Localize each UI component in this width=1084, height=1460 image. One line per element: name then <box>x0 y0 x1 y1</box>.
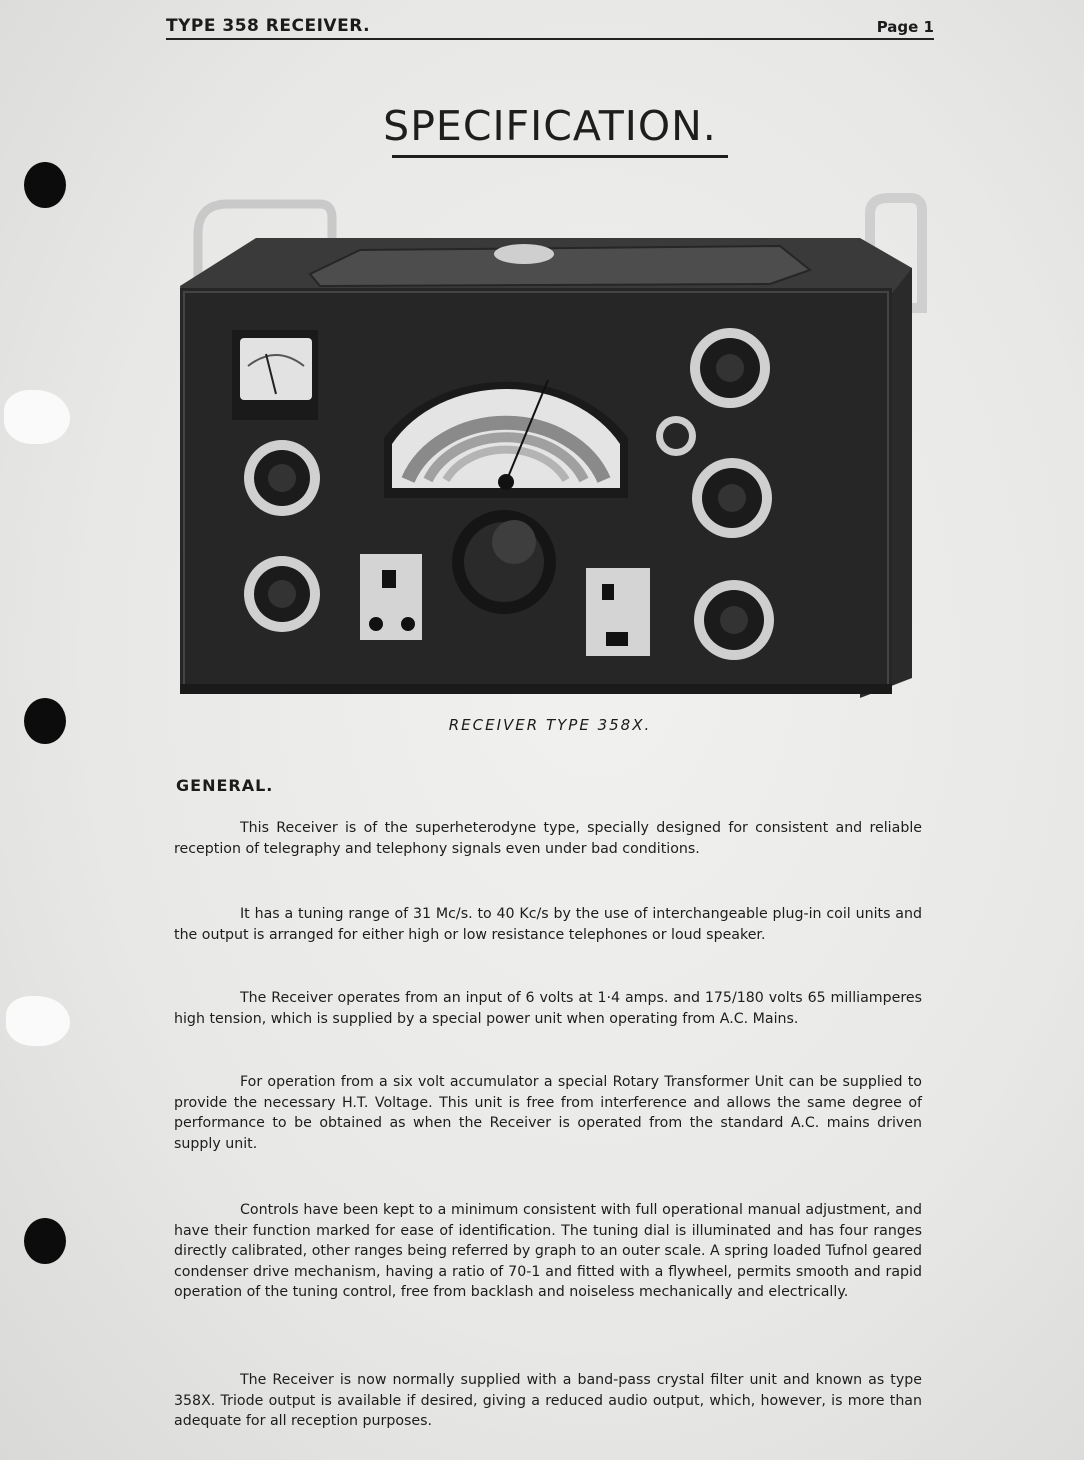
punch-hole <box>24 1218 66 1264</box>
paragraph <box>174 1200 922 1303</box>
paragraph <box>174 818 922 859</box>
paragraph <box>174 904 922 945</box>
lid-knob <box>494 244 554 264</box>
paper-tear <box>6 996 70 1046</box>
paragraph-text: This Receiver is of the superheterodyne type, specially designed for consistent and reliable reception of telegraphy and telephony signals even under bad conditions. <box>174 820 922 857</box>
paragraph <box>174 1370 922 1432</box>
paragraph-text: The Receiver operates from an input of 6 volts at 1·4 amps. and 175/180 volts 65 milliamperes high tension, which is supplied by a special power unit when operating from A.C. Mains. <box>174 990 922 1027</box>
paragraph-text: For operation from a six volt accumulator a special Rotary Transformer Unit can be supplied to provide the necessary H.T. Voltage. This unit is free from interference and allows the same degree of performance to be obtained as when the Receiver is operated from the standard A.C. mains driven supply unit. <box>174 1074 922 1152</box>
receiver-photo <box>170 188 940 708</box>
paper-tear <box>4 390 70 444</box>
punch-hole <box>24 162 66 208</box>
paragraph-text: It has a tuning range of 31 Mc/s. to 40 Kc/s by the use of interchangeable plug-in coil units and the output is arranged for either high or low resistance telephones or loud speaker. <box>174 906 922 943</box>
page-title: SPECIFICATION. <box>383 102 717 150</box>
page-number: Page 1 <box>876 18 934 36</box>
paragraph-text: The Receiver is now normally supplied with a band-pass crystal filter unit and known as type 358X. Triode output is available if desired, giving a reduced audio output, which, however, is more than adequate for all reception purposes. <box>174 1372 922 1429</box>
paragraph-text: Controls have been kept to a minimum consistent with full operational manual adjustment, and have their function marked for ease of identification. The tuning dial is illuminated and has four ranges directly calibrated, other ranges being referred by graph to an outer scale. A spring loaded Tufnol geared condenser drive mechanism, having a ratio of 70-1 and fitted with a flywheel, permits smooth and rapid operation of the tuning control, free from backlash and noiseless mechanically and electrically. <box>174 1202 922 1300</box>
page-header <box>166 14 934 40</box>
top-lid <box>310 246 810 286</box>
header-title: TYPE 358 RECEIVER. <box>166 16 371 36</box>
section-heading: GENERAL. <box>176 776 274 795</box>
figure-caption: RECEIVER TYPE 358X. <box>448 716 652 734</box>
paragraph <box>174 988 922 1029</box>
paragraph <box>174 1072 922 1154</box>
punch-hole <box>24 698 66 744</box>
title-underline <box>392 155 728 158</box>
